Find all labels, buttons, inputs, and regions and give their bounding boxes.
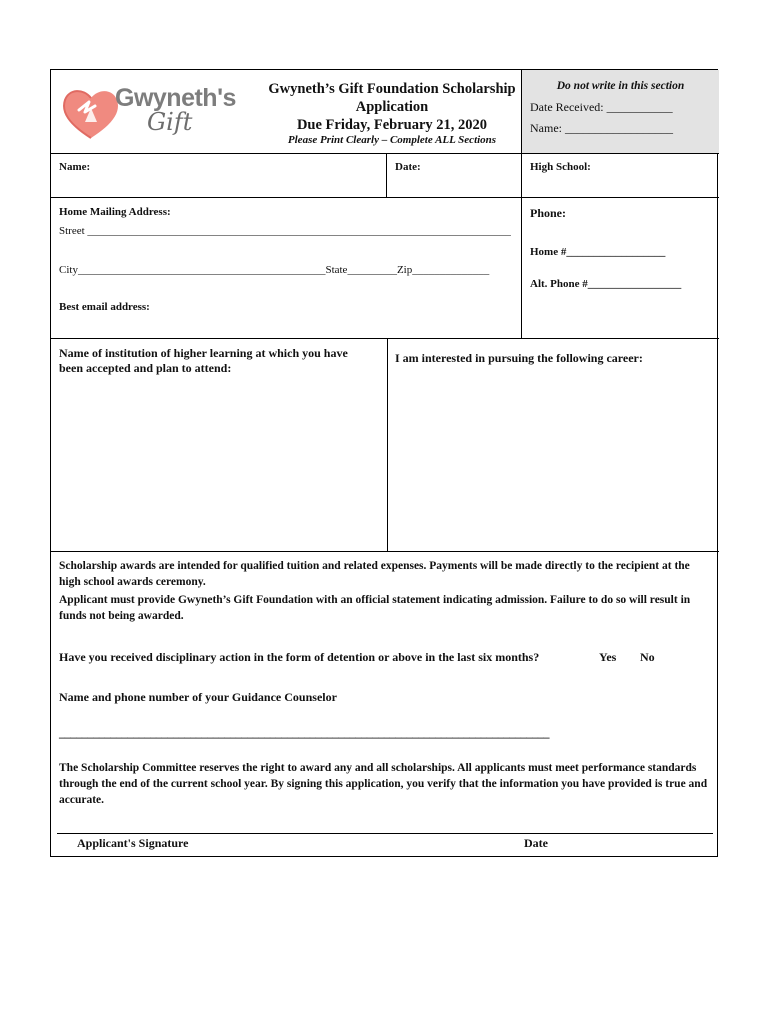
career-field[interactable] <box>387 338 719 551</box>
title-line-2: Application <box>355 99 429 115</box>
title-line-1: Gwyneth’s Gift Foundation Scholarship <box>268 81 516 97</box>
office-name-field[interactable]: Name: __________________ <box>530 121 673 135</box>
career-label: I am interested in pursuing the following career: <box>395 351 643 365</box>
yes-option[interactable]: Yes <box>599 650 617 664</box>
gwyneths-gift-logo <box>61 82 241 142</box>
counselor-label: Name and phone number of your Guidance Counselor <box>59 690 337 704</box>
institution-label-line-1: Name of institution of higher learning at which you have <box>59 346 348 360</box>
home-phone-field[interactable]: Home #__________________ <box>530 246 666 258</box>
heart-icon <box>61 86 121 142</box>
alt-phone-field[interactable]: Alt. Phone #_________________ <box>530 278 682 290</box>
form-title <box>247 80 537 134</box>
date-received-field[interactable]: Date Received: ___________ <box>530 100 673 114</box>
disciplinary-question: Have you received disciplinary action in the form of detention or above in the last six months? <box>59 650 540 664</box>
date-field[interactable] <box>386 153 521 197</box>
logo-wordmark: Gwyneth's <box>115 84 236 112</box>
divider <box>51 197 719 198</box>
institution-label-line-2: been accepted and plan to attend: <box>59 361 232 375</box>
institution-field[interactable] <box>51 338 387 551</box>
committee-statement: The Scholarship Committee reserves the right to award any and all scholarships. All applicants must meet performance standards through the end of the current school year. By signing this application, you verify that the information you have provided is true and accurate. <box>59 762 708 806</box>
awards-statement: Scholarship awards are intended for qualified tuition and related expenses. Payments will be made directly to the recipient at the high school awards ceremony. <box>59 560 690 588</box>
street-field[interactable]: Street _____________________________________________________________________________ <box>59 225 511 237</box>
name-field[interactable] <box>51 153 386 197</box>
office-use-box <box>521 70 719 153</box>
office-use-heading: Do not write in this section <box>556 80 685 92</box>
email-field[interactable]: Best email address: <box>59 301 150 313</box>
application-form <box>50 69 718 857</box>
applicant-signature-label: Applicant's Signature <box>77 836 189 850</box>
name-label: Name: <box>59 161 91 173</box>
date-label: Date: <box>395 161 421 173</box>
applicant-signature-field[interactable] <box>57 810 487 834</box>
due-date: Due Friday, February 21, 2020 <box>296 117 488 133</box>
divider <box>51 551 719 552</box>
home-address-label: Home Mailing Address: <box>59 206 171 218</box>
admission-statement: Applicant must provide Gwyneth’s Gift Foundation with an official statement indicating admission. Failure to do so will result in funds not being awarded. <box>59 594 691 622</box>
counselor-field[interactable]: ______________________________________________________________________________________ <box>59 726 550 740</box>
city-state-zip-field[interactable]: City_____________________________________________State_________Zip______________ <box>59 264 490 276</box>
no-option[interactable]: No <box>640 650 655 664</box>
high-school-field[interactable] <box>521 153 719 197</box>
phone-label: Phone: <box>530 206 566 220</box>
signature-date-field[interactable] <box>491 810 713 834</box>
logo-script: Gift <box>147 108 193 136</box>
print-instructions: Please Print Clearly – Complete ALL Sections <box>287 134 497 146</box>
signature-date-label: Date <box>524 836 548 850</box>
high-school-label: High School: <box>530 161 591 173</box>
